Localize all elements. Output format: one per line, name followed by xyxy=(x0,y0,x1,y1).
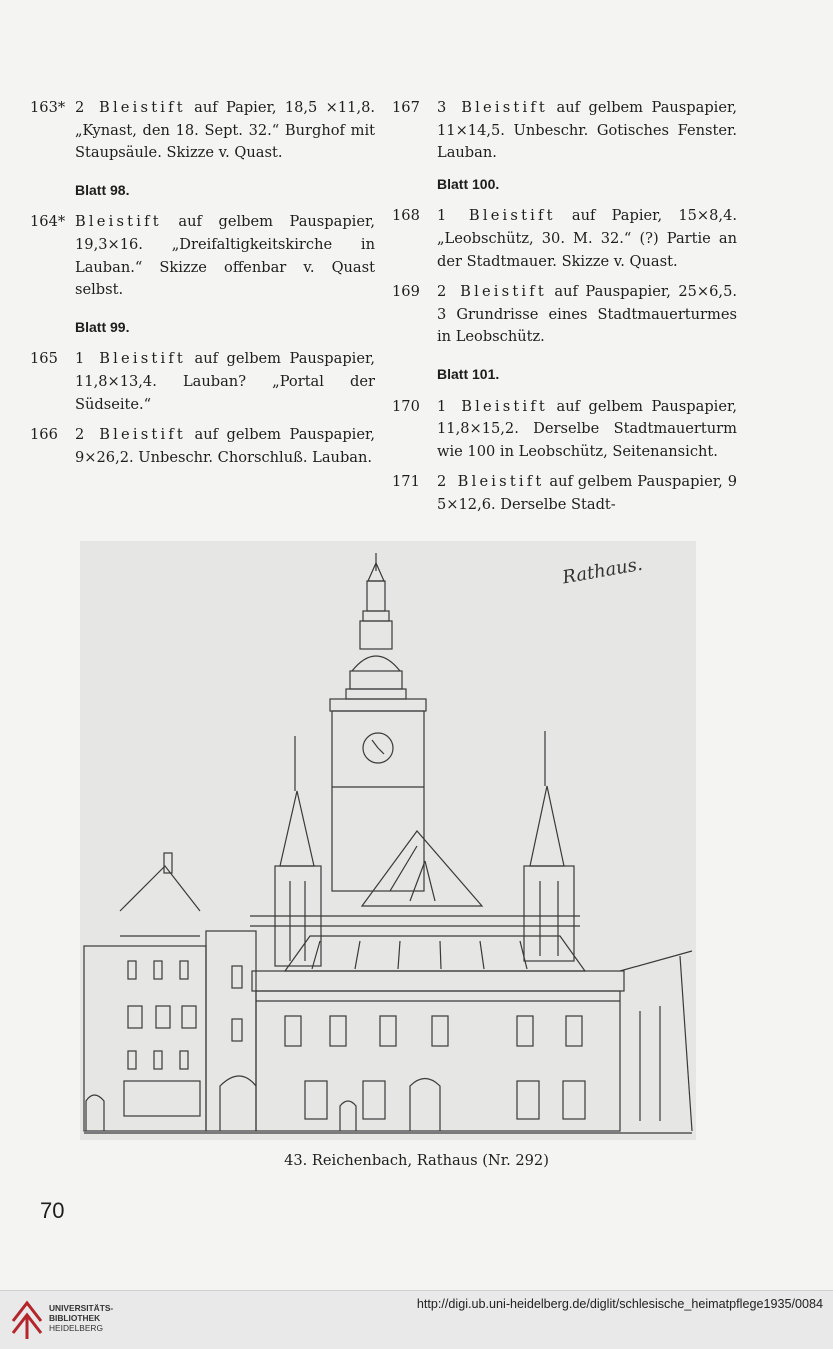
entry-number: 171 xyxy=(392,473,420,491)
catalog-entry-171 xyxy=(392,471,737,516)
catalog-entry-163 xyxy=(30,97,375,165)
university-logo-icon xyxy=(10,1297,44,1341)
catalog-entry-170 xyxy=(392,396,737,464)
catalog-entry-166 xyxy=(30,424,375,469)
entry-text: 1 Bleistift auf gelbem Pauspapier, 11,8×13,4. Lauban? „Portal der Südseite.“ xyxy=(75,350,375,413)
entry-number: 164* xyxy=(30,213,66,231)
entry-number: 165 xyxy=(30,350,58,368)
figure-caption: 43. Reichenbach, Rathaus (Nr. 292) xyxy=(284,1152,549,1169)
entry-number: 166 xyxy=(30,426,58,444)
town-hall-drawing xyxy=(80,541,696,1140)
institution-name: UNIVERSITÄTS- BIBLIOTHEK HEIDELBERG xyxy=(49,1303,114,1333)
section-heading-blatt-101: Blatt 101. xyxy=(437,365,500,382)
section-heading-blatt-99: Blatt 99. xyxy=(75,318,130,335)
handwritten-label: Rathaus. xyxy=(560,553,645,589)
entry-text: 1 Bleistift auf Papier, 15×8,4. „Leobschütz, 30. M. 32.“ (?) Partie an der Stadtmauer. Skizze v. Quast. xyxy=(437,207,737,270)
catalog-entry-164 xyxy=(30,211,375,301)
entry-text: 2 Bleistift auf gelbem Pauspapier, 9 5×12,6. Derselbe Stadt- xyxy=(437,473,737,513)
entry-number: 167 xyxy=(392,99,420,116)
permalink-url[interactable]: http://digi.ub.uni-heidelberg.de/diglit/schlesische_heimatpflege1935/0084 xyxy=(416,1297,823,1311)
left-column xyxy=(30,97,375,477)
section-heading-blatt-98: Blatt 98. xyxy=(75,181,130,198)
catalog-entry-169 xyxy=(392,281,737,349)
right-column xyxy=(392,97,737,525)
town-hall-sketch xyxy=(80,541,696,1140)
catalog-entry-167 xyxy=(392,97,737,165)
entry-text: 1 Bleistift auf gelbem Pauspapier, 11,8×15,2. Derselbe Stadtmauerturm wie 100 in Leobschütz, Seitenansicht. xyxy=(437,397,737,460)
section-heading-blatt-100: Blatt 100. xyxy=(437,175,500,192)
entry-text: 2 Bleistift auf Papier, 18,5 ×11,8. „Kynast, den 18. Sept. 32.“ Burghof mit Staupsäule. Skizze v. Quast. xyxy=(75,99,376,162)
catalog-entry-165 xyxy=(30,348,375,416)
entry-number: 169 xyxy=(392,283,420,301)
entry-text: 3 Bleistift auf gelbem Pauspapier, 11×14,5. Unbeschr. Gotisches Fenster. Lauban. xyxy=(437,99,737,162)
entry-text: 2 Bleistift auf Pauspapier, 25×6,5. 3 Grundrisse eines Stadtmauerturmes in Leobschütz. xyxy=(437,283,737,346)
entry-text: Bleistift auf gelbem Pauspapier, 19,3×16. „Dreifaltigkeitskirche in Lauban.“ Skizze offenbar v. Quast selbst. xyxy=(75,213,375,299)
entry-number: 163* xyxy=(30,99,66,116)
entry-number: 170 xyxy=(392,397,420,415)
entry-number: 168 xyxy=(392,207,420,225)
entry-text: 2 Bleistift auf gelbem Pauspapier, 9×26,2. Unbeschr. Chorschluß. Lauban. xyxy=(75,426,375,466)
catalog-entry-168 xyxy=(392,205,737,273)
page-number: 70 xyxy=(40,1198,65,1223)
